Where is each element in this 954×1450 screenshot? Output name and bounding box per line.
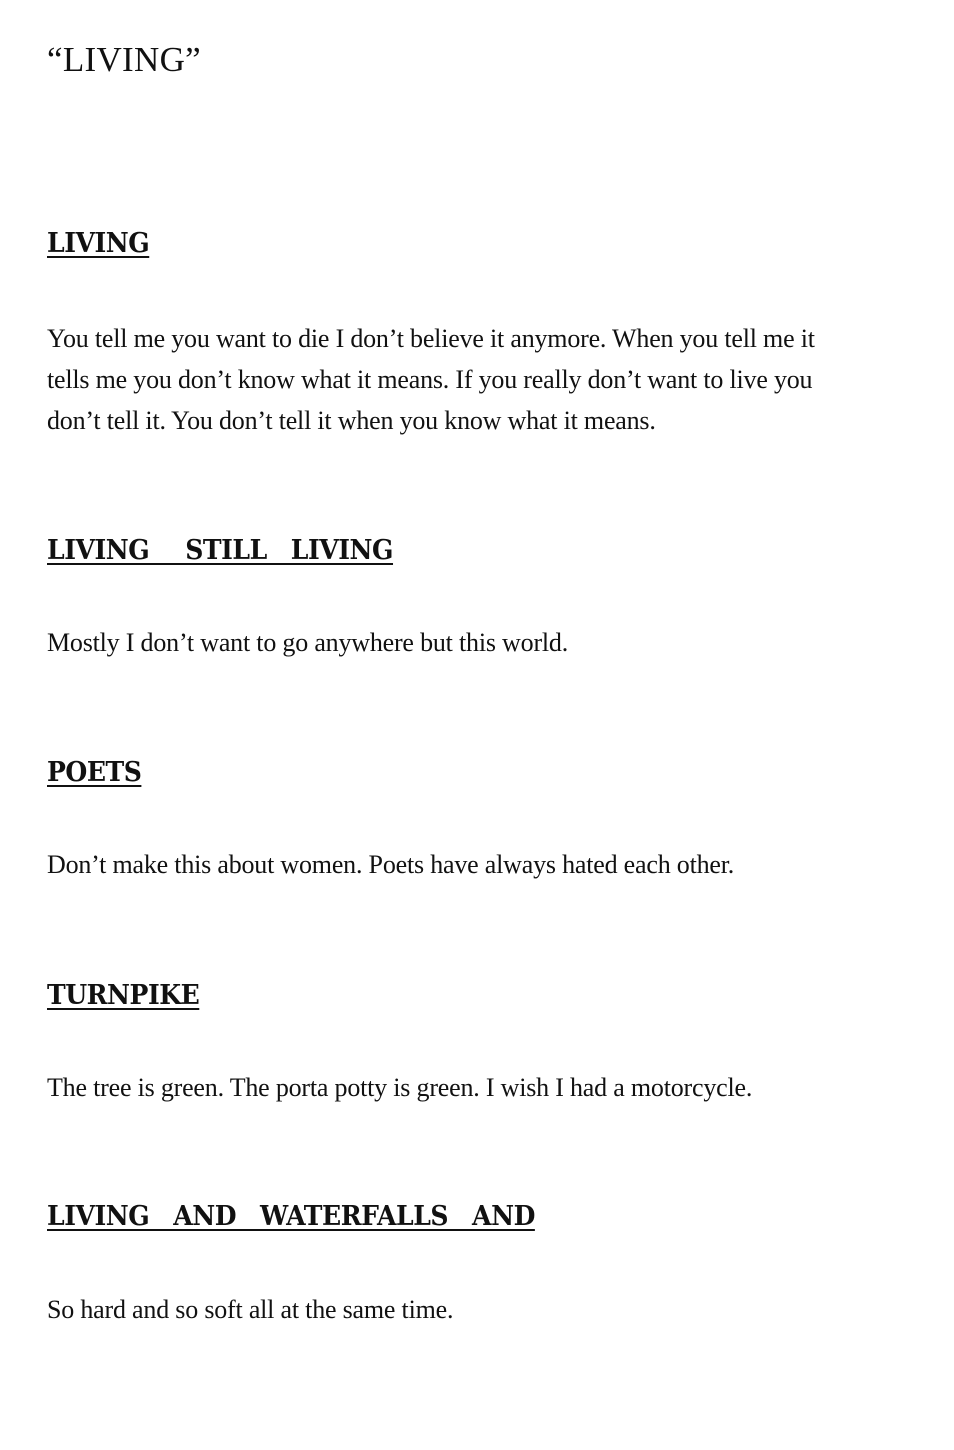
section-heading-living-and-waterfalls-and: LIVING AND WATERFALLS AND [47,1201,535,1232]
section-body-poets: Don’t make this about women. Poets have always hated each other. [47,850,735,879]
section-body-living-and-waterfalls-and: So hard and so soft all at the same time. [47,1295,454,1324]
section-heading-living: LIVING [47,228,150,259]
section-body-living: You tell me you want to die I don’t believe it anymore. When you tell me it tells me you don’t know what it means. If you really don’t want to live you don’t tell it. You don’t tell it when you know what it means. [47,324,815,435]
section-heading-turnpike: TURNPIKE [47,980,200,1011]
document-title: “LIVING” [47,40,201,79]
section-heading-poets: POETS [47,757,142,788]
section-body-turnpike: The tree is green. The porta potty is green. I wish I had a motorcycle. [47,1073,753,1102]
section-heading-living-still-living: LIVING STILL LIVING [47,535,394,566]
section-body-living-still-living: Mostly I don’t want to go anywhere but this world. [47,628,569,657]
